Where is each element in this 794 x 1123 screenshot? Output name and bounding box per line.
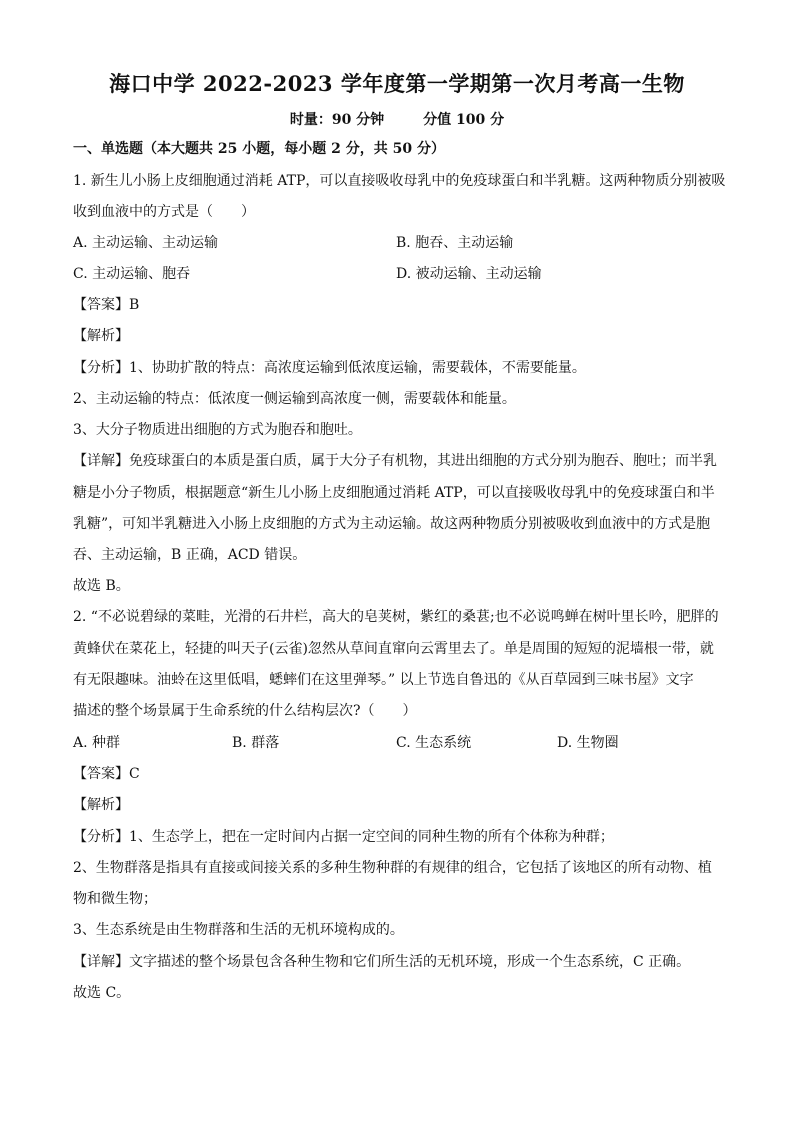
q1-option-a: A. 主动运输、主动运输 — [73, 235, 219, 251]
q2-option-d: D. 生物圈 — [557, 735, 619, 751]
q1-option-c: C. 主动运输、胞吞 — [73, 266, 191, 282]
q2-option-a: A. 种群 — [73, 735, 121, 751]
q1-analysis-point1: 【分析】1、协助扩散的特点：高浓度运输到低浓度运输，需要载体，不需要能量。 — [73, 360, 586, 376]
q1-stem-line2: 收到血液中的方式是（ ） — [73, 204, 255, 220]
q1-detail-line4: 吞、主动运输，B 正确，ACD 错误。 — [73, 547, 307, 563]
q2-option-c: C. 生态系统 — [396, 735, 472, 751]
q1-answer: 【答案】B — [73, 297, 140, 313]
exam-info: 时量：90 分钟 分值 100 分 — [289, 112, 505, 128]
section-header: 一、单选题（本大题共 25 小题，每小题 2 分，共 50 分） — [73, 141, 445, 157]
q2-analysis-heading: 【解析】 — [73, 797, 129, 813]
q2-stem-line1: 2. “不必说碧绿的菜畦，光滑的石井栏，高大的皂荚树，紫红的桑葚;也不必说鸣蝉在树叶里长吟，肥胖的 — [73, 609, 719, 625]
q1-analysis-point2: 2、主动运输的特点：低浓度一侧运输到高浓度一侧，需要载体和能量。 — [73, 391, 516, 407]
q1-option-b: B. 胞吞、主动运输 — [396, 235, 514, 251]
q2-analysis-point2: 2、生物群落是指具有直接或间接关系的多种生物种群的有规律的组合，它包括了该地区的所有动物、植 — [73, 860, 712, 876]
q1-conclusion: 故选 B。 — [73, 578, 130, 594]
q2-stem-line3: 有无限趣味。油蛉在这里低唱，蟋蟀们在这里弹琴。” 以上节选自鲁迅的《从百草园到三味书屋》文字 — [73, 672, 694, 688]
q1-stem-line1: 1. 新生儿小肠上皮细胞通过消耗 ATP，可以直接吸收母乳中的免疫球蛋白和半乳糖。这两种物质分别被吸 — [73, 173, 726, 189]
q1-detail-line1: 【详解】免疫球蛋白的本质是蛋白质，属于大分子有机物，其进出细胞的方式分别为胞吞、胞吐；而半乳 — [73, 453, 717, 469]
q1-analysis-point3: 3、大分子物质进出细胞的方式为胞吞和胞吐。 — [73, 422, 362, 438]
q1-option-d: D. 被动运输、主动运输 — [396, 266, 542, 282]
q2-option-b: B. 群落 — [232, 735, 280, 751]
q2-analysis-point2-cont: 物和微生物； — [73, 891, 157, 907]
page-title: 海口中学 2022-2023 学年度第一学期第一次月考高一生物 — [109, 71, 685, 96]
q2-conclusion: 故选 C。 — [73, 985, 131, 1001]
q2-analysis-point3: 3、生态系统是由生物群落和生活的无机环境构成的。 — [73, 922, 404, 938]
q1-detail-line3: 乳糖”，可知半乳糖进入小肠上皮细胞的方式为主动运输。故这两种物质分别被吸收到血液中的方式是胞 — [73, 516, 711, 532]
q2-stem-line4: 描述的整个场景属于生命系统的什么结构层次?（ ） — [73, 703, 417, 719]
q1-analysis-heading: 【解析】 — [73, 328, 129, 344]
q2-answer: 【答案】C — [73, 766, 140, 782]
q2-stem-line2: 黄蜂伏在菜花上，轻捷的叫天子(云雀)忽然从草间直窜向云霄里去了。单是周围的短短的泥墙根一带，就 — [73, 641, 714, 657]
q2-detail-line1: 【详解】文字描述的整个场景包含各种生物和它们所生活的无机环境，形成一个生态系统，C 正确。 — [73, 954, 691, 970]
q1-detail-line2: 糖是小分子物质，根据题意“新生儿小肠上皮细胞通过消耗 ATP，可以直接吸收母乳中的免疫球蛋白和半 — [73, 485, 715, 501]
q2-analysis-point1: 【分析】1、生态学上，把在一定时间内占据一定空间的同种生物的所有个体称为种群； — [73, 829, 614, 845]
